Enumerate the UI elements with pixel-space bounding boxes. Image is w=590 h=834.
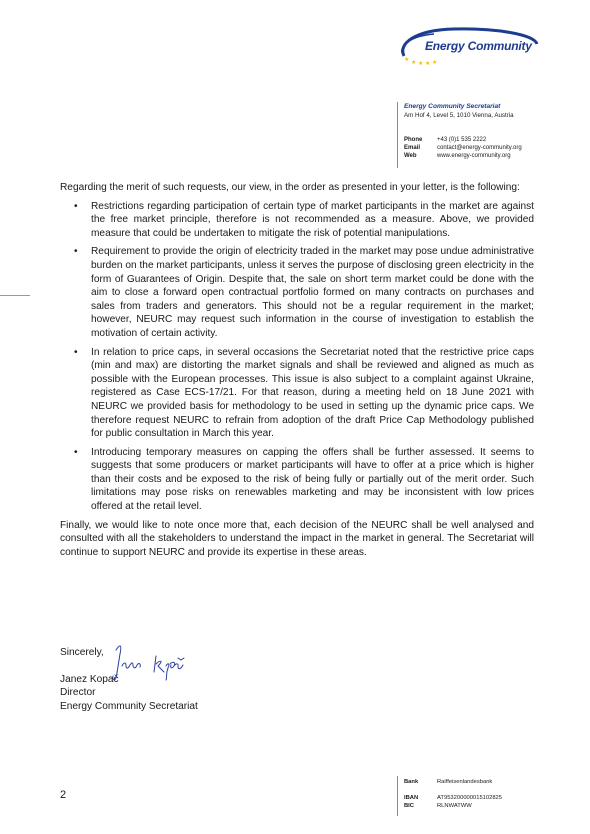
page-number: 2	[60, 789, 67, 801]
bank-value: RLNWATWW	[437, 803, 472, 809]
letter-body	[60, 181, 534, 559]
list-item-text: Introducing temporary measures on capping the offers shall be further assessed. It seems to suggests that some producers or market participants will have to offer at a price which is higher than their costs and be exposed to the risk of being fully or partially out of the merit order. Such limitations may pose risks on renewables marketing and may be inconsistent with low prices offered at the retail level.	[91, 446, 534, 513]
contact-label: Email	[404, 145, 421, 152]
bank-value: Raiffeisenlandesbank	[437, 779, 493, 785]
contact-value: contact@energy-community.org	[437, 145, 522, 152]
bank-label: IBAN	[404, 795, 419, 801]
list-item	[60, 346, 534, 441]
closing-paragraph: Finally, we would like to note once more that, each decision of the NEURC shall be well analysed and consulted with all the stakeholders to understand the impact in the market in general. The Secretariat will continue to support NEURC and provide its expertise in these areas.	[60, 519, 534, 558]
contact-label: Phone	[404, 137, 423, 143]
contact-value: +43 (0)1 535 2222	[437, 137, 487, 143]
list-item-text: Requirement to provide the origin of electricity traded in the market may pose undue administrative burden on the market participants, unless it serves the purpose of disclosing green electricity in the form of Guarantees of Origin. Despite that, the sale on short term market could be done with the aim to close a forward open contractual portfolio formed on many contracts on purchases and sales from traders and generators. This should not be a regular requirement in the market; however, NEURC may request such information in the course of investigation to establish the motivation of certain activity.	[91, 246, 534, 339]
bank-label: Bank	[404, 779, 419, 785]
salutation: Sincerely,	[60, 647, 104, 658]
bank-row	[404, 778, 502, 786]
org-address-block	[404, 102, 514, 120]
contact-value: www.energy-community.org	[437, 153, 511, 160]
signer-name: Janez Kopač	[60, 673, 119, 685]
footer-divider	[397, 776, 398, 816]
contact-row-email	[404, 144, 522, 152]
intro-paragraph: Regarding the merit of such requests, our view, in the order as presented in your letter, is the following:	[60, 182, 520, 193]
signer-organization: Energy Community Secretariat	[60, 700, 198, 712]
list-item-text: In relation to price caps, in several occasions the Secretariat noted that the restrictive price caps (min and max) are distorting the market signals and shall be reviewed and aligned as much as possible with the European processes. This issue is also subject to a complaint against Ukraine, registered as Case ECS-17/21. For that reason, during a meeting held on 18 June 2021 with NEURC we provided basis for methodology to be used in setting up the dynamic price caps. We therefore request NEURC to refrain from adoption of the draft Price Cap Methodology published for public consultation in March this year.	[91, 346, 534, 440]
bank-row	[404, 802, 502, 810]
bullet-icon: •	[74, 200, 78, 212]
contact-row-phone	[404, 136, 522, 144]
bank-label: BIC	[404, 803, 414, 809]
bullet-icon: •	[74, 246, 78, 258]
list-item	[60, 446, 534, 514]
list-item	[60, 200, 534, 241]
fold-mark	[0, 295, 30, 296]
contact-label: Web	[404, 153, 417, 160]
svg-text:★: ★	[432, 60, 438, 66]
list-item	[60, 245, 534, 340]
logo-text: Energy Community	[425, 39, 532, 53]
header-divider	[397, 102, 398, 168]
bullet-list	[60, 200, 534, 514]
list-item-text: Restrictions regarding participation of certain type of market participants in the market are against the free market principle, therefore is not recommended as a measure. Above, we provided measure that could be undertaken to mitigate the risk of potential manipulations.	[91, 200, 534, 239]
bank-details	[404, 778, 502, 810]
handwritten-signature	[112, 640, 198, 682]
svg-text:★: ★	[425, 61, 431, 66]
contact-row-web	[404, 152, 522, 160]
svg-text:★: ★	[404, 57, 410, 63]
contact-block	[404, 136, 522, 161]
bullet-icon: •	[74, 446, 78, 458]
signer-title: Director	[60, 687, 96, 699]
svg-text:★: ★	[418, 61, 424, 66]
bank-value: AT953200000015102825	[437, 795, 503, 801]
org-address: Am Hof 4, Level 5, 1010 Vienna, Austria	[404, 112, 514, 119]
org-name: Energy Community Secretariat	[404, 103, 501, 110]
bullet-icon: •	[74, 346, 78, 358]
bank-row	[404, 794, 502, 802]
svg-text:★: ★	[411, 60, 417, 66]
